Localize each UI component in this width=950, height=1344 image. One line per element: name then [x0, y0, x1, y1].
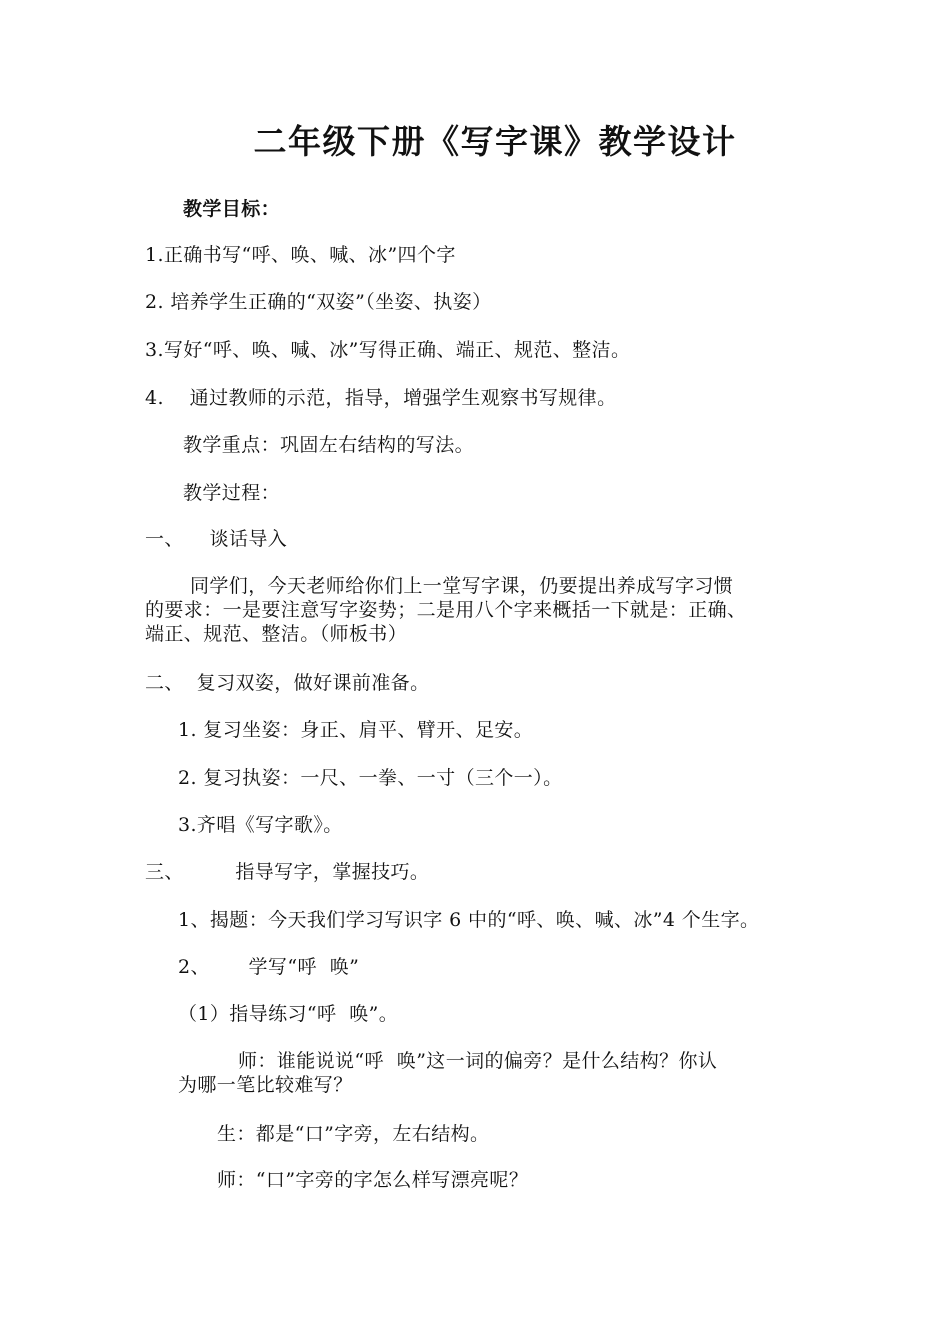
guide-subitem-1: （1）指导练习“呼 唤”。 — [178, 1003, 399, 1025]
process-heading: 教学过程： — [183, 482, 281, 504]
teacher-question-2: 师：“口”字旁的字怎么样写漂亮呢？ — [217, 1169, 529, 1191]
goal-item-3: 3.写好“呼、唤、喊、冰”写得正确、端正、规范、整洁。 — [145, 339, 631, 361]
teacher-question-line-1: 师：谁能说说“呼 唤”这一词的偏旁？是什么结构？你认 — [238, 1050, 718, 1072]
goal-item-4: 4. 通过教师的示范，指导，增强学生观察书写规律。 — [145, 387, 617, 409]
review-item-2: 2. 复习执姿：一尺、一拳、一寸（三个一）。 — [178, 767, 563, 789]
intro-paragraph-line-1: 同学们，今天老师给你们上一堂写字课，仍要提出养成写字习惯 — [190, 575, 734, 597]
section-heading-1: 一、 谈话导入 — [145, 528, 288, 550]
review-item-1: 1. 复习坐姿：身正、肩平、臂开、足安。 — [178, 719, 534, 741]
section-heading-2: 二、 复习双姿，做好课前准备。 — [145, 672, 430, 694]
document-title: 二年级下册《写字课》教学设计 — [253, 122, 737, 161]
goals-heading: 教学目标： — [183, 198, 281, 220]
goal-item-1: 1.正确书写“呼、唤、喊、冰”四个字 — [145, 244, 456, 266]
section-heading-3: 三、 指导写字，掌握技巧。 — [145, 861, 430, 883]
goal-item-2: 2. 培养学生正确的“双姿”（坐姿、执姿） — [145, 291, 492, 313]
review-item-3: 3.齐唱《写字歌》。 — [178, 814, 343, 836]
student-answer: 生：都是“口”字旁，左右结构。 — [217, 1123, 490, 1145]
intro-paragraph-line-2: 的要求：一是要注意写字姿势；二是用八个字来概括一下就是：正确、 — [145, 599, 747, 621]
key-point: 教学重点：巩固左右结构的写法。 — [183, 434, 475, 456]
guide-item-2: 2、 学写“呼 唤” — [178, 956, 360, 978]
guide-item-1: 1、揭题：今天我们学习写识字 6 中的“呼、唤、喊、冰”4 个生字。 — [178, 909, 760, 931]
teacher-question-line-2: 为哪一笔比较难写？ — [178, 1074, 353, 1096]
intro-paragraph-line-3: 端正、规范、整洁。（师板书） — [145, 623, 408, 645]
